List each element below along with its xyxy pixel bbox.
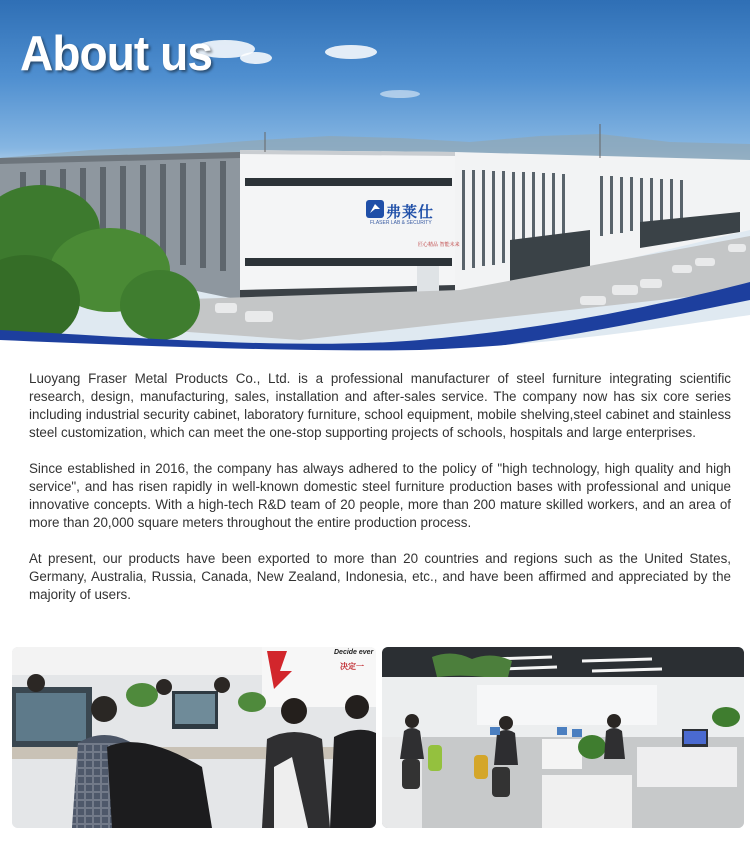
wall-sign-chinese: 决定一	[340, 662, 364, 671]
brand-name: 弗莱仕	[386, 203, 435, 221]
about-content	[29, 370, 731, 622]
paragraph-history: Since established in 2016, the company has always adhered to the policy of "high technology, high quality and high service", and has risen rapidly in well-known domestic steel furniture production bases with professional and unique innovative concepts. With a high-tech R&D team of 20 people, more than 200 mature skilled workers, and an area of more than 20,000 square meters throughout the entire production process.	[29, 461, 731, 530]
office-photo-left	[12, 647, 376, 828]
brand-logo-icon	[366, 200, 384, 218]
brand-subtitle: FLASER LAB & SECURITY	[370, 220, 432, 226]
office-photo-right	[382, 647, 744, 828]
paragraph-intro: Luoyang Fraser Metal Products Co., Ltd. is a professional manufacturer of steel furniture integrating scientific research, design, manufacturing, sales, installation and after-sales service. The company now has six core series including industrial security cabinet, laboratory furniture, school equipment, mobile shelving,steel cabinet and stainless steel customization, which can meet the one-stop supporting projects of schools, hospitals and large enterprises.	[29, 371, 731, 440]
office-scene-right	[382, 647, 744, 828]
page-title: About us	[20, 27, 213, 81]
brand-slogan: 匠心精品 智能未来	[418, 242, 460, 248]
office-scene-left	[12, 647, 376, 828]
paragraph-export: At present, our products have been exported to more than 20 countries and regions such as the United States, Germany, Australia, Russia, Canada, New Zealand, Indonesia, etc., and have been affirmed and appreciated by the majority of users.	[29, 551, 731, 602]
wall-sign-english: Decide ever	[334, 649, 374, 656]
hero-banner	[0, 0, 750, 352]
